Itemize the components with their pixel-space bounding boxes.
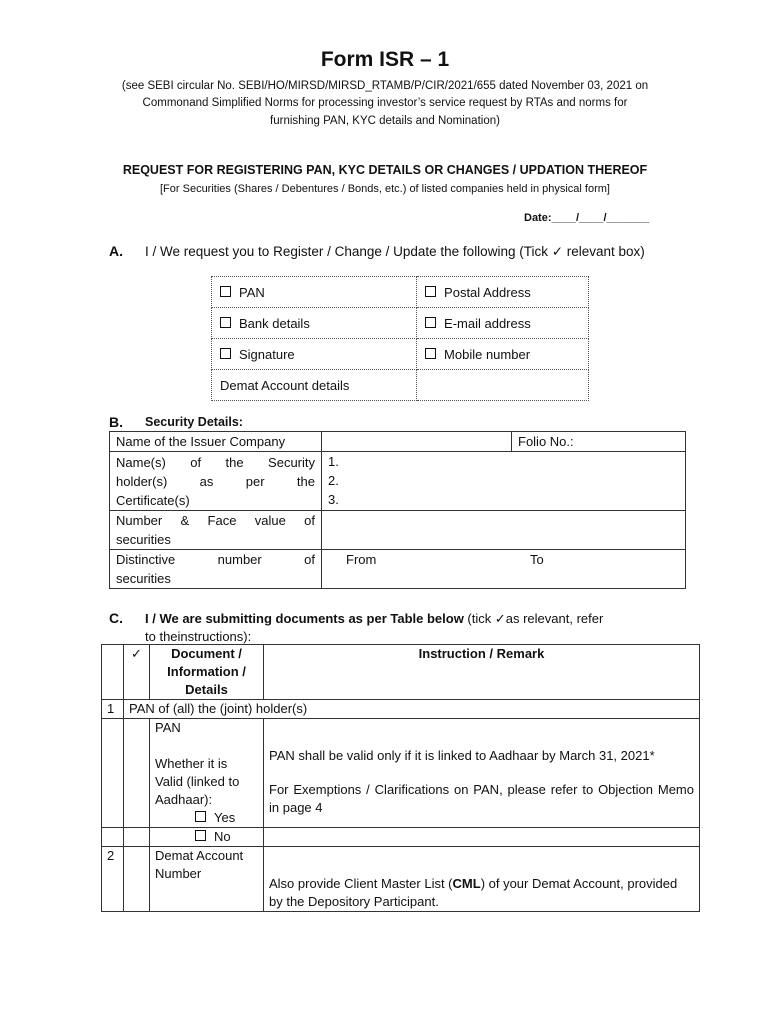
option-bank-details[interactable]: Bank details — [212, 308, 417, 339]
row2-doc-line-1: Demat Account — [155, 848, 244, 863]
documents-table — [101, 644, 700, 912]
holders-input[interactable] — [322, 452, 686, 511]
header-remark: Instruction / Remark — [264, 645, 700, 700]
row1-num: 1 — [102, 700, 124, 719]
option-email-address[interactable]: E-mail address — [417, 308, 589, 339]
row1-valid-line-1: Whether it is — [155, 756, 228, 771]
checkbox-icon[interactable] — [425, 348, 436, 359]
section-a-label: A. — [109, 243, 123, 259]
row1-pan-label: PAN — [155, 720, 181, 735]
row1-remark — [264, 719, 700, 828]
row1b-remark-empty — [264, 828, 700, 847]
checkbox-icon[interactable] — [220, 317, 231, 328]
request-subheading: [For Securities (Shares / Debentures / Bonds, etc.) of listed companies held in physical form] — [160, 183, 610, 195]
option-pan[interactable]: PAN — [212, 277, 417, 308]
empty-cell — [417, 370, 589, 401]
holder-1: 1. — [328, 454, 339, 469]
to-label: To — [529, 552, 544, 567]
update-options-table — [211, 276, 589, 401]
number-label-line-1: Number & Face value of — [116, 513, 315, 528]
row1-remark-2: For Exemptions / Clarifications on PAN, please refer to Objection Memo in page 4 — [269, 782, 694, 815]
issuer-input[interactable] — [322, 432, 512, 452]
option-demat-account[interactable]: Demat Account details — [212, 370, 417, 401]
subtitle-line-2: Commonand Simplified Norms for processing investor’s service request by RTAs and norms for — [142, 97, 628, 109]
checkbox-icon[interactable] — [195, 830, 206, 841]
row1-remark-1: PAN shall be valid only if it is linked to Aadhaar by March 31, 2021* — [269, 748, 655, 763]
row2-document — [150, 847, 264, 912]
option-mobile-number[interactable]: Mobile number — [417, 339, 589, 370]
section-b-title: Security Details: — [145, 415, 243, 429]
security-details-table — [109, 431, 686, 589]
row1b-tick-empty — [124, 828, 150, 847]
row1-no-option[interactable]: No — [150, 828, 264, 847]
section-c-label: C. — [109, 610, 123, 626]
holders-label-line-3: Certificate(s) — [116, 493, 190, 508]
checkbox-icon[interactable] — [195, 811, 206, 822]
checkbox-icon[interactable] — [425, 317, 436, 328]
row1-valid-line-3: Aadhaar): — [155, 792, 213, 807]
checkbox-icon[interactable] — [220, 286, 231, 297]
option-postal-address[interactable]: Postal Address — [417, 277, 589, 308]
checkbox-icon[interactable] — [220, 348, 231, 359]
date-field[interactable]: Date:____/____/_______ — [524, 212, 650, 224]
distinctive-label-line-2: securities — [116, 571, 171, 586]
row1-yes-option[interactable]: Yes — [155, 809, 258, 827]
row1b-num-empty — [102, 828, 124, 847]
number-label-line-2: securities — [116, 532, 171, 547]
form-title: Form ISR – 1 — [320, 48, 450, 71]
row1-valid-line-2: Valid (linked to — [155, 774, 240, 789]
checkbox-icon[interactable] — [425, 286, 436, 297]
request-heading: REQUEST FOR REGISTERING PAN, KYC DETAILS OR CHANGES / UPDATION THEREOF — [122, 163, 648, 177]
section-c-text: I / We are submitting documents as per Table below (tick ✓as relevant, refer — [145, 611, 604, 626]
section-c-text-line-2: to theinstructions): — [145, 629, 252, 644]
row1-tick-cell[interactable] — [124, 719, 150, 828]
row2-tick-cell[interactable] — [124, 847, 150, 912]
row1-title: PAN of (all) the (joint) holder(s) — [124, 700, 700, 719]
folio-field[interactable]: Folio No.: — [512, 432, 686, 452]
subtitle-line-3: furnishing PAN, KYC details and Nomination) — [270, 115, 500, 127]
issuer-label: Name of the Issuer Company — [110, 432, 322, 452]
row2-doc-line-2: Number — [155, 866, 202, 881]
row1-num-empty — [102, 719, 124, 828]
holders-label-line-2: holder(s) as per the — [116, 474, 315, 489]
number-input[interactable] — [322, 511, 686, 550]
section-a-text: I / We request you to Register / Change / Update the following (Tick ✓ relevant box) — [145, 244, 645, 259]
from-label: From — [346, 552, 377, 567]
header-document: Document / Information / Details — [150, 645, 264, 700]
holder-3: 3. — [328, 492, 339, 507]
row2-remark: Also provide Client Master List (CML) of your Demat Account, provided by the Depository Participant. — [264, 847, 700, 912]
header-num — [102, 645, 124, 700]
row1-document — [150, 719, 264, 828]
holder-2: 2. — [328, 473, 339, 488]
distinctive-label-line-1: Distinctive number of — [116, 552, 315, 567]
row2-num: 2 — [102, 847, 124, 912]
section-b-label: B. — [109, 414, 123, 430]
subtitle-line-1: (see SEBI circular No. SEBI/HO/MIRSD/MIRSD_RTAMB/P/CIR/2021/655 dated November 03, 2021 on — [121, 80, 649, 92]
holders-label-line-1: Name(s) of the Security — [116, 455, 315, 470]
option-signature[interactable]: Signature — [212, 339, 417, 370]
distinctive-input[interactable] — [322, 550, 686, 589]
header-tick: ✓ — [124, 645, 150, 700]
